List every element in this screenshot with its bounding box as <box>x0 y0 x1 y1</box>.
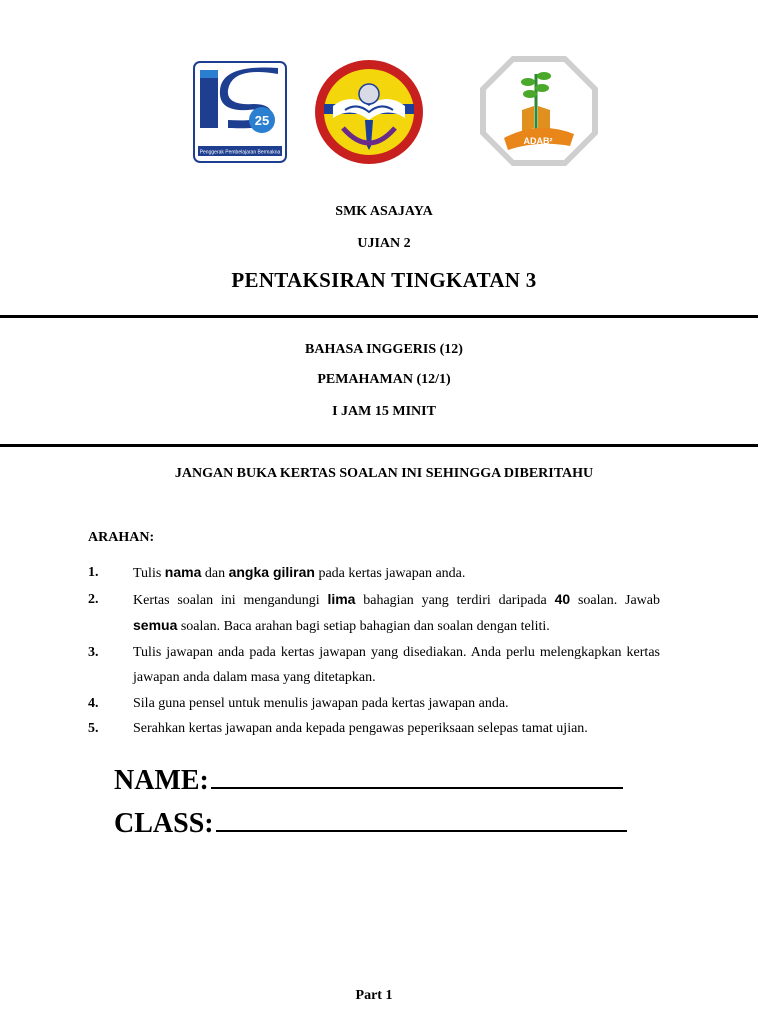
instruction-item <box>88 560 660 587</box>
name-field <box>114 757 623 797</box>
instruction-keyword: lima <box>327 590 356 607</box>
instruction-item <box>88 640 660 691</box>
instruction-item <box>88 587 660 640</box>
name-blank-line[interactable] <box>211 757 623 789</box>
instruction-keyword: angka giliran <box>228 564 315 580</box>
instruction-text: bahagian yang terdiri daripada <box>355 592 555 608</box>
instruction-text: dan <box>201 566 229 581</box>
instruction-item <box>88 691 660 717</box>
svg-text:Penggerak Pembelajaran Bermakn: Penggerak Pembelajaran Bermakna <box>199 149 281 156</box>
instruction-text: Sila guna pensel untuk menulis jawapan pada kertas jawapan anda. <box>133 695 509 711</box>
instruction-keyword: semua <box>133 617 178 633</box>
instructions-heading: ARAHAN: <box>88 530 155 545</box>
class-field <box>114 800 627 840</box>
name-label: NAME: <box>114 765 209 796</box>
instruction-text: soalan. Jawab <box>570 592 660 608</box>
subject-code: BAHASA INGGERIS (12) <box>305 342 463 357</box>
class-label: CLASS: <box>114 808 214 839</box>
school-seal-logo <box>313 58 425 166</box>
instruction-text: Tulis <box>133 566 165 581</box>
instruction-text: soalan. Baca arahan bagi setiap bahagian dan soalan dengan teliti. <box>177 619 550 634</box>
divider-bottom <box>0 444 758 447</box>
adab-logo <box>478 54 600 168</box>
instruction-number: 5. <box>88 721 99 736</box>
paper-component: PEMAHAMAN (12/1) <box>317 372 451 387</box>
exam-duration: I JAM 15 MINIT <box>332 404 436 419</box>
instruction-number: 2. <box>88 591 99 607</box>
instruction-keyword: nama <box>164 564 202 580</box>
instruction-text: Serahkan kertas jawapan anda kepada pengawas peperiksaan selepas tamat ujian. <box>133 721 588 736</box>
instruction-number: 3. <box>88 644 99 660</box>
exam-title: PENTAKSIRAN TINGKATAN 3 <box>231 268 537 292</box>
svg-text:ADAB²: ADAB² <box>523 136 553 146</box>
logo-row <box>0 52 768 172</box>
page-footer: Part 1 <box>355 988 393 1003</box>
test-name: UJIAN 2 <box>357 236 411 251</box>
class-blank-line[interactable] <box>216 800 627 832</box>
instruction-item <box>88 716 660 742</box>
school-name: SMK ASAJAYA <box>335 204 433 219</box>
divider-top <box>0 315 758 318</box>
svg-text:25: 25 <box>254 113 270 128</box>
warning-notice: JANGAN BUKA KERTAS SOALAN INI SEHINGGA DIBERITAHU <box>174 466 594 481</box>
instruction-text: pada kertas jawapan anda. <box>314 566 466 581</box>
instructions-list <box>88 560 660 742</box>
is25-logo <box>192 60 288 164</box>
instruction-text: Kertas soalan ini mengandungi <box>133 592 328 608</box>
instruction-text: Tulis jawapan anda pada kertas jawapan yang disediakan. Anda perlu melengkapkan kertas jawapan anda dalam masa yang ditetapkan. <box>133 644 660 685</box>
instruction-number: 4. <box>88 695 99 711</box>
instruction-keyword: 40 <box>554 590 571 607</box>
instruction-number: 1. <box>88 565 99 580</box>
